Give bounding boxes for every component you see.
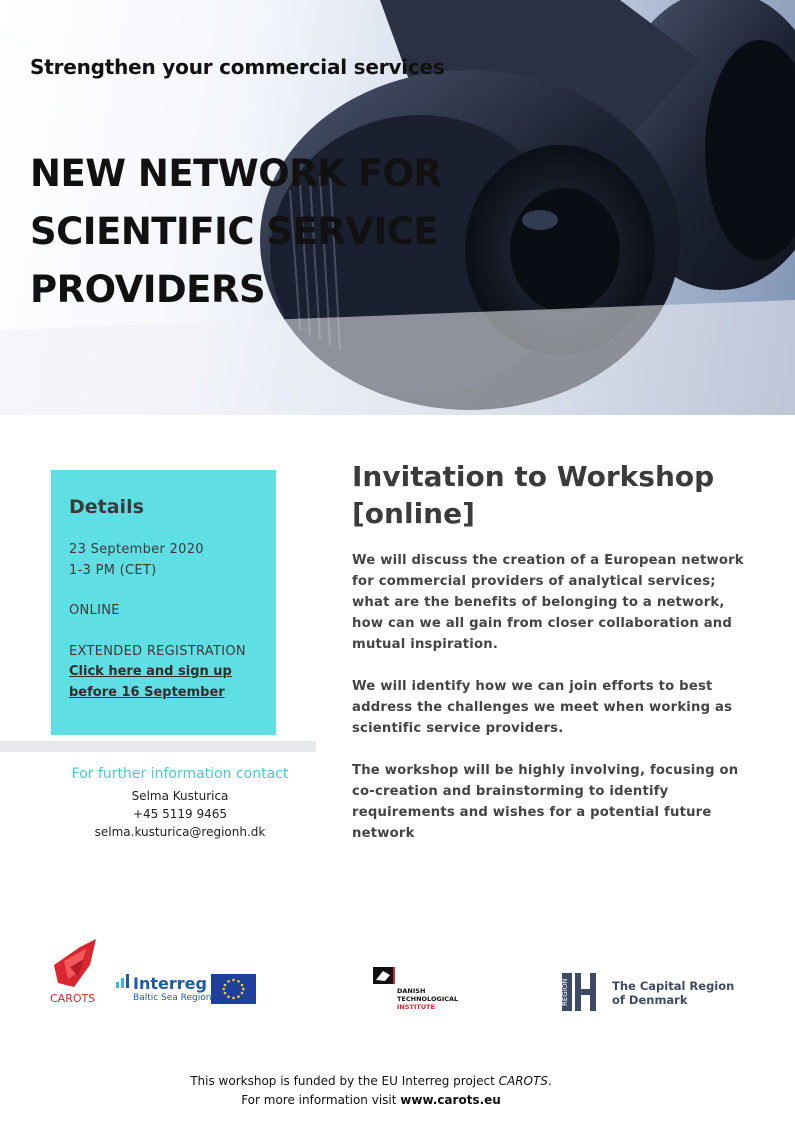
hero-headline: NEW NETWORK FOR SCIENTIFIC SERVICE PROVIDERS <box>30 152 442 311</box>
interreg-name: Interreg <box>133 974 207 993</box>
hero-kicker: Strengthen your commercial services <box>30 55 445 79</box>
contact-phone: +45 5119 9465 <box>132 807 228 821</box>
footer <box>0 1072 742 1110</box>
carots-logo-text: CAROTS <box>50 992 96 1005</box>
event-mode: ONLINE <box>69 603 120 618</box>
invitation-body <box>352 550 752 865</box>
contact-title: For further information contact <box>71 766 289 782</box>
registration-label: EXTENDED REGISTRATION <box>69 643 246 659</box>
region-logo-text: The Capital Region of Denmark <box>612 979 735 1007</box>
interreg-sub: Baltic Sea Region <box>133 993 212 1003</box>
invitation-title: Invitation to Workshop [online] <box>352 460 715 530</box>
contact-block <box>51 765 309 841</box>
contact-name: Selma Kusturica <box>131 789 229 803</box>
event-date: 23 September 2020 <box>69 542 204 557</box>
details-box <box>51 470 276 735</box>
region-logo-icon <box>562 973 600 1011</box>
signup-link-line1: Click here and sign up <box>69 664 232 679</box>
footer-line1: This workshop is funded by the EU Interreg project CAROTS. <box>190 1074 552 1088</box>
dti-logo-text: DANISH TECHNOLOGICAL INSTITUTE <box>397 987 459 1011</box>
invitation-paragraph: We will identify how we can join efforts to best address the challenges we meet when working as scientific service providers. <box>352 679 733 736</box>
invitation-paragraph: We will discuss the creation of a European network for commercial providers of analytical services; what are the benefits of belonging to a network, how can we all gain from closer collaboration and mutual inspiration. <box>352 553 744 652</box>
region-mark-text: REGION <box>561 978 569 1006</box>
signup-link[interactable] <box>69 662 258 703</box>
contact-email[interactable]: selma.kusturica@regionh.dk <box>94 825 266 839</box>
eu-flag-icon <box>211 974 256 1004</box>
hero-banner <box>0 0 795 415</box>
footer-line2: For more information visit www.carots.eu <box>241 1093 501 1107</box>
footer-website-link[interactable]: www.carots.eu <box>400 1093 501 1107</box>
signup-link-line2: before 16 September <box>69 684 225 700</box>
invitation-paragraph: The workshop will be highly involving, focusing on co-creation and brainstorming to identify requirements and wishes for a potential future network <box>352 763 739 841</box>
event-time: 1-3 PM (CET) <box>69 562 157 578</box>
details-heading: Details <box>69 496 144 518</box>
divider-bar <box>0 741 316 752</box>
footer-project: CAROTS <box>498 1074 548 1088</box>
